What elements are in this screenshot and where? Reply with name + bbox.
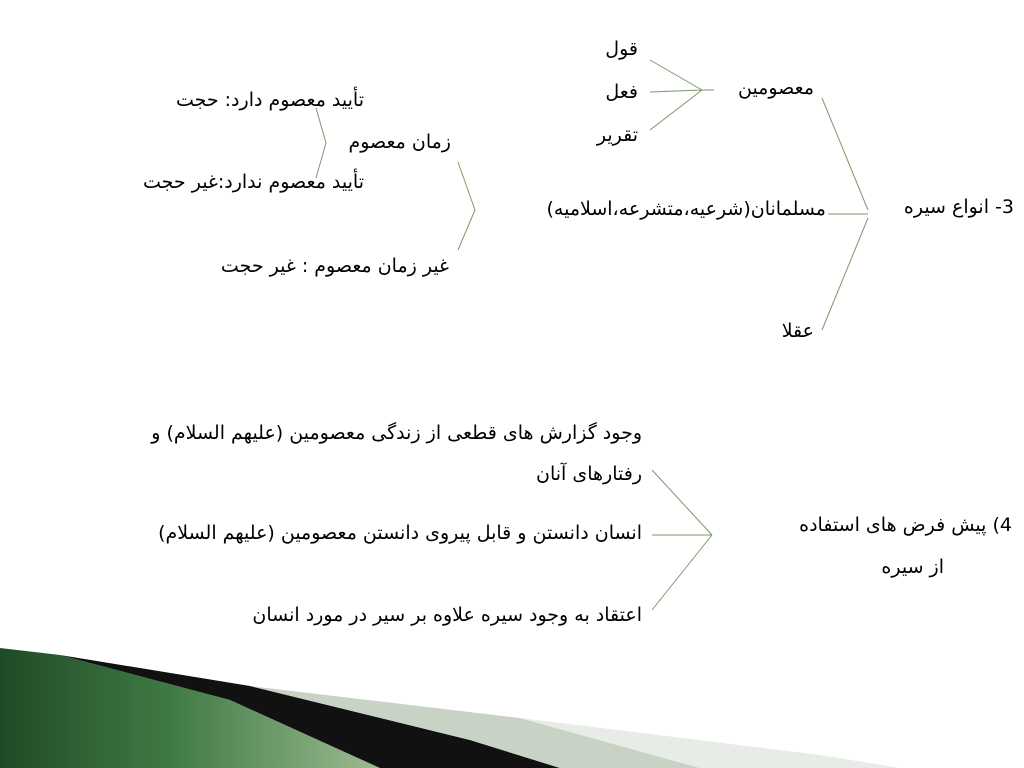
- branch-masumin: معصومین: [737, 77, 814, 99]
- branch-muslims: مسلمانان(شرعیه،متشرعه،اسلامیه): [546, 198, 826, 220]
- section3-title: 3- انواع سیره: [903, 196, 1014, 218]
- section4-item2: انسان دانستن و قابل پیروی دانستن معصومین (علیهم السلام): [158, 522, 642, 544]
- gheir-zaman-label: غیر زمان معصوم : غیر حجت: [220, 255, 449, 277]
- section4-title-line1: 4) پیش فرض های استفاده: [799, 514, 1012, 536]
- masumin-item-taqrir: تقریر: [596, 124, 638, 146]
- masumin-item-qowl: قول: [605, 38, 638, 60]
- ta-id-darad-label: تأیید معصوم دارد: حجت: [175, 89, 364, 111]
- masumin-item-fel: فعل: [605, 81, 638, 103]
- section4-item3: اعتقاد به وجود سیره علاوه بر سیر در مورد انسان: [252, 604, 642, 626]
- ta-id-nadarad-label: تأیید معصوم ندارد:غیر حجت: [143, 171, 364, 193]
- branch-uqala: عقلا: [781, 320, 814, 342]
- section4-item1-line2: رفتارهای آنان: [536, 463, 642, 485]
- zaman-masum-label: زمان معصوم: [348, 131, 451, 153]
- section4-title-line2: از سیره: [881, 556, 944, 578]
- section4-item1-line1: وجود گزارش های قطعی از زندگی معصومین (علیهم السلام) و: [151, 422, 642, 444]
